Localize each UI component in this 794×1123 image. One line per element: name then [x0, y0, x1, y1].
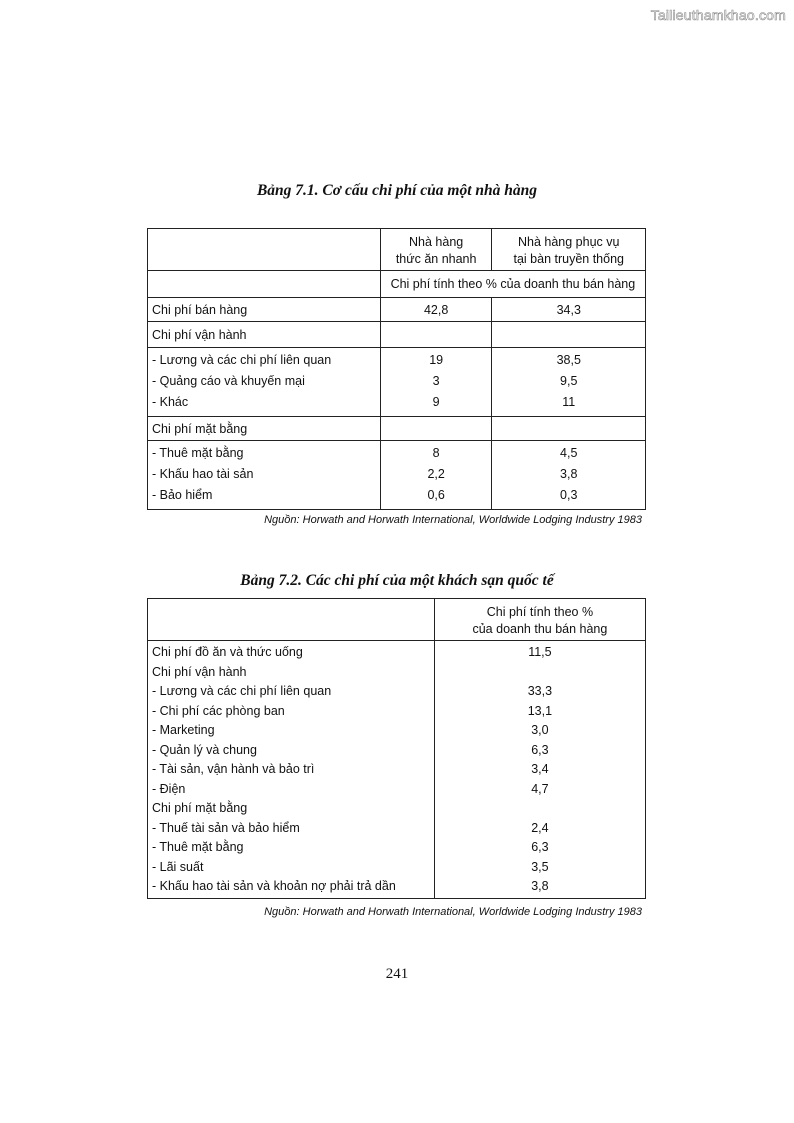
- table-row-label: - Thuê mặt bằng: [152, 840, 244, 854]
- table2-corner-cell: [148, 599, 435, 641]
- list-item: - Khấu hao tài sản: [152, 467, 254, 481]
- table1-operating-labels: [148, 348, 381, 417]
- page-number: 241: [385, 966, 409, 982]
- table1-operating-v1: 19 3 9: [380, 348, 492, 417]
- table1-subheader: Chi phí tính theo % của doanh thu bán hàng: [380, 271, 645, 298]
- table-row-label: - Lương và các chi phí liên quan: [152, 684, 332, 698]
- table-row-label: - Khấu hao tài sản và khoản nợ phải trả dần: [152, 879, 396, 893]
- table-row-value: [439, 799, 641, 819]
- table-row-value: 3,0: [531, 723, 549, 737]
- table1: [147, 228, 646, 510]
- watermark: Tailieuthamkhao.com: [650, 7, 786, 23]
- list-item: - Thuê mặt bằng: [152, 446, 244, 460]
- table-row-value: 3,5: [531, 859, 549, 874]
- table2-caption: Bảng 7.2. Các chi phí của một khách sạn quốc tế: [240, 572, 554, 589]
- table-row-value: 13,1: [527, 703, 553, 718]
- table-row-label: - Chi phí các phòng ban: [152, 703, 285, 718]
- table-row-value: 33,3: [527, 684, 553, 698]
- table1-caption: Bảng 7.1. Cơ cấu chi phí của một nhà hàng: [256, 182, 538, 199]
- table2-header: Chi phí tính theo % của doanh thu bán hàng: [434, 599, 645, 641]
- table-row-label: Chi phí đồ ăn và thức uống: [152, 645, 303, 659]
- table-row-label: - Marketing: [152, 723, 215, 737]
- list-item: - Bảo hiểm: [152, 488, 213, 502]
- table1-sales-v1: 42,8: [380, 298, 492, 322]
- table-row-value: 4,7: [531, 781, 549, 796]
- table-row-value: 6,3: [531, 840, 549, 854]
- table-row-value: [439, 663, 641, 683]
- table2-source: Nguồn: Horwath and Horwath International, Worldwide Lodging Industry 1983: [264, 906, 642, 918]
- list-item: - Quảng cáo và khuyến mại: [152, 374, 305, 388]
- table1-sales-v2: 34,3: [492, 298, 646, 322]
- table1-premises-v2: 4,5 3,8 0,3: [492, 441, 646, 510]
- table-row-value: 3,8: [531, 879, 549, 893]
- table-row-label: Chi phí mặt bằng: [152, 801, 248, 815]
- table-row-label: - Tài sản, vận hành và bảo trì: [152, 762, 315, 776]
- table1-subheader-empty: [148, 271, 381, 298]
- table1-sales-label: Chi phí bán hàng: [148, 298, 381, 322]
- table1-col1-header: Nhà hàng thức ăn nhanh: [380, 229, 492, 271]
- table1-premises-heading: Chi phí mặt bằng: [148, 417, 381, 441]
- table-row-value: 3,4: [531, 762, 549, 776]
- table-row-value: 2,4: [531, 820, 549, 835]
- list-item: - Lương và các chi phí liên quan: [152, 353, 332, 367]
- table1-source: Nguồn: Horwath and Horwath International, Worldwide Lodging Industry 1983: [264, 514, 642, 526]
- table2: [147, 598, 646, 899]
- table2-labels: [148, 641, 435, 899]
- table1-premises-labels: [148, 441, 381, 510]
- table2-values: [434, 641, 645, 899]
- table-row-value: 11,5: [528, 645, 552, 659]
- table1-corner-cell: [148, 229, 381, 271]
- table-row-label: - Lãi suất: [152, 859, 204, 874]
- table-row-label: - Quản lý và chung: [152, 742, 257, 757]
- table1-premises-v1: 8 2,2 0,6: [380, 441, 492, 510]
- table-row-label: - Điện: [152, 781, 186, 796]
- table1-col2-header: Nhà hàng phục vụ tại bàn truyền thống: [492, 229, 646, 271]
- table1-operating-v2: 38,5 9,5 11: [492, 348, 646, 417]
- table-row-label: - Thuế tài sản và bảo hiểm: [152, 820, 300, 835]
- table-row-value: 6,3: [531, 742, 549, 757]
- table-row-label: Chi phí vận hành: [152, 664, 247, 679]
- table1-operating-heading: Chi phí vận hành: [148, 322, 381, 348]
- list-item: - Khác: [152, 395, 189, 409]
